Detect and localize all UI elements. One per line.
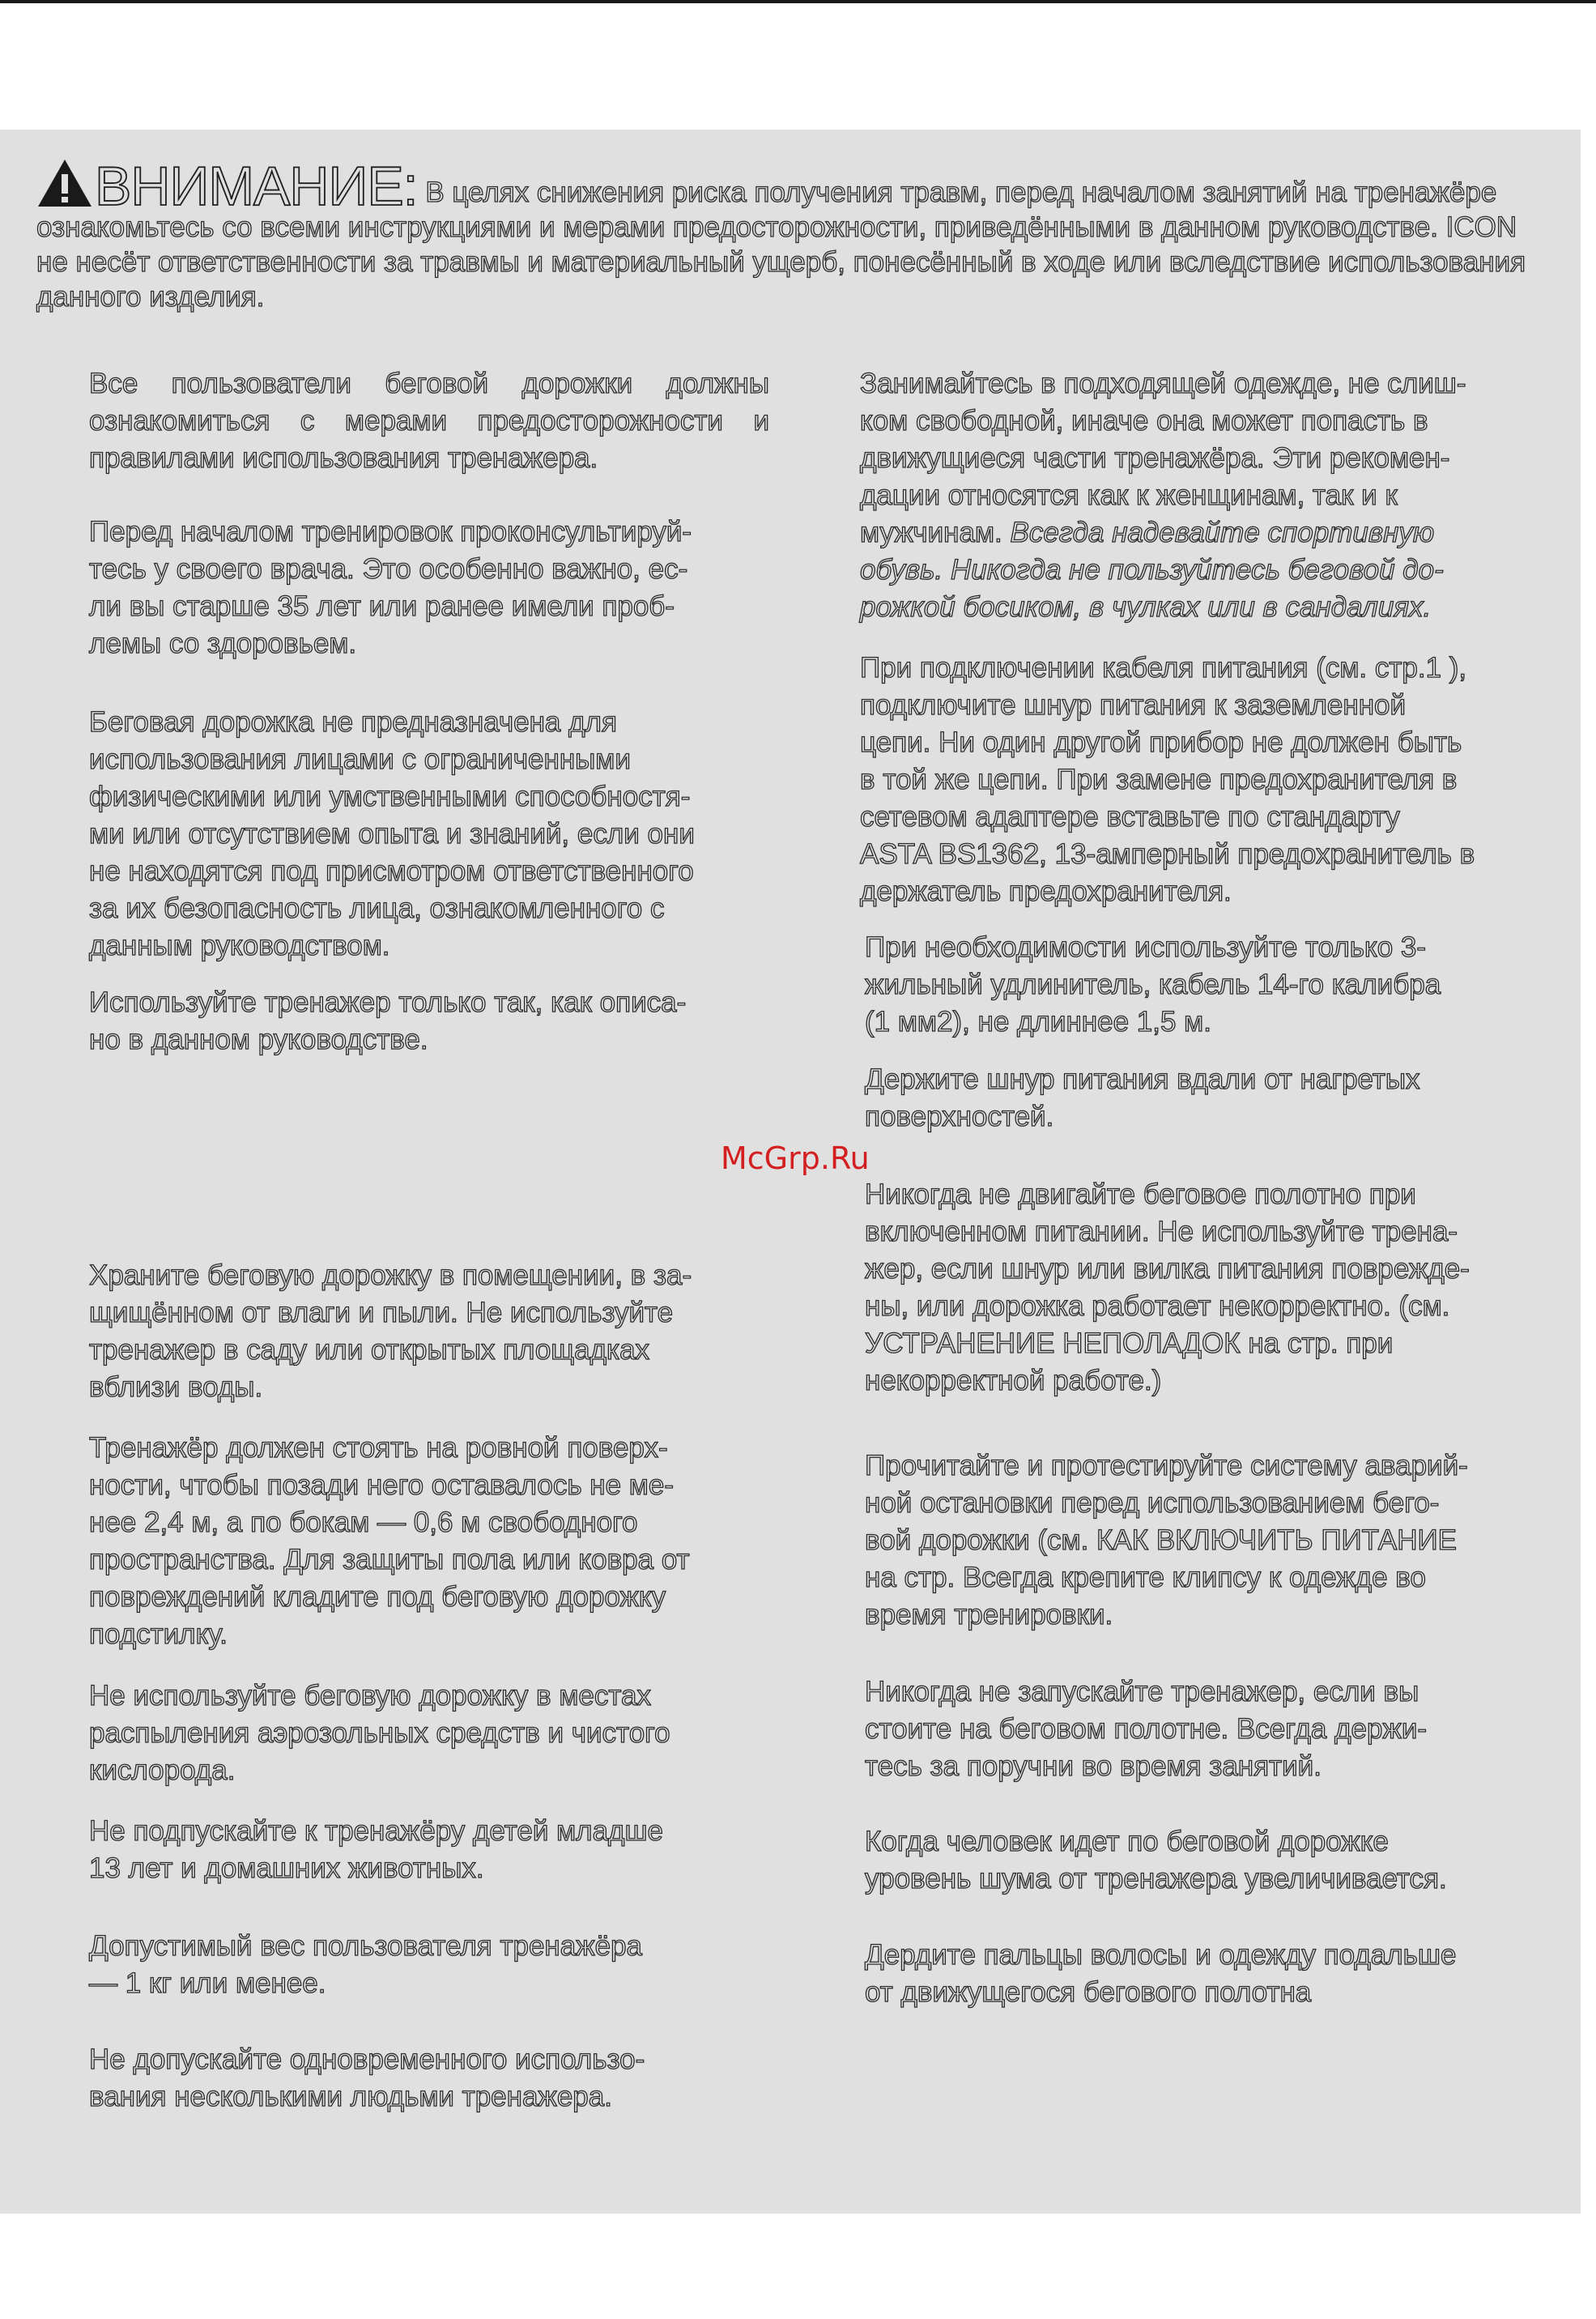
clothing-paragraph [860,365,1548,626]
paragraph: Все пользователи беговой дорожки должны ознакомиться с мерами предосторожности и правилами использования тренажера. [89,368,769,474]
paragraph: Используйте тренажер только так, как описа- но в данном руководстве. [89,987,687,1055]
paragraph: При необходимости используйте только 3- жильный удлинитель, кабель 14-го калибра (1 мм2), не длиннее 1,5 м. [865,931,1441,1038]
paragraph: Прочитайте и протестируйте систему аварий- ной остановки перед использованием бего- вой дорожки (см. КАК ВКЛЮЧИТЬ ПИТАНИЕ на стр. Всегда крепите клипсу к одежде во время тренировки. [865,1450,1468,1631]
paragraph: Не используйте беговую дорожку в местах распыления аэрозольных средств и чистого кислорода. [89,1680,670,1786]
paragraph: Не подпускайте к тренажёру детей младше 13 лет и домашних животных. [89,1815,664,1884]
paragraph: Держите шнур питания вдали от нагретых поверхностей. [865,1064,1420,1132]
paragraph: Не допускайте одновременного использо- вания несколькими людьми тренажера. [89,2044,645,2112]
clothing-italic: Всегда надевайте спортивную обувь. Никогда не пользуйтесь беговой до- рожкой босиком, в чулках или в сандалиях. [860,517,1444,623]
paragraph: Тренажёр должен стоять на ровной поверх- ности, чтобы позади него оставалось не ме- нее 2,4 м, а по бокам — 0,6 м свободного пространства. Для защиты пола или ковра от повреждений кладите под беговую дорожку подстилку. [89,1432,690,1650]
watermark: McGrp.Ru [721,1140,870,1176]
paragraph: Когда человек идет по беговой дорожке уровень шума от тренажера увеличивается. [865,1826,1447,1895]
paragraph: При подключении кабеля питания (см. стр.1 ), подключите шнур питания к заземленной цепи. Ни один другой прибор не должен быть в той же цепи. При замене предохранителя в сетевом адаптере вставьте по стандарту ASTA BS1362, 13-амперный предохранитель в держатель предохранителя. [860,652,1475,907]
warning-text: В целях снижения риска получения травм, перед началом занятий на тренажёре ознакомьтесь со всеми инструкциями и мерами предосторожности, приведёнными в данном руководстве. ICON не несёт ответственности за травмы и материальный ущерб, понесённый в ходе или вследствие использования данного изделия. [36,177,1526,313]
paragraph: Перед началом тренировок проконсультируй- тесь у своего врача. Это особенно важно, ес- ли вы старше 35 лет или ранее имели проб- лемы со здоровьем. [89,516,692,659]
top-rule [0,0,1596,3]
paragraph: Беговая дорожка не предназначена для использования лицами с ограниченными физическими или умственными способностя- ми или отсутствием опыта и знаний, если они не находятся под присмотром ответственного за их безопасность лица, ознакомленного с данным руководством. [89,706,695,961]
warning-title: ВНИМАНИЕ: [95,156,418,217]
warning-triangle-icon [36,158,93,208]
paragraph: Дердите пальцы волосы и одежду подальше от движущегося бегового полотна [865,1939,1457,2008]
warning-block [36,158,1543,314]
paragraph: Допустимый вес пользователя тренажёра — 1 кг или менее. [89,1930,643,1999]
paragraph: Храните беговую дорожку в помещении, в за- щищённом от влаги и пыли. Не используйте тренажер в саду или открытых площадках вблизи воды. [89,1260,692,1403]
paragraph: Никогда не запускайте тренажер, если вы стоите на беговом полотне. Всегда держи- тесь за поручни во время занятий. [865,1676,1428,1782]
clothing-text: Занимайтесь в подходящей одежде, не слиш- ком свободной, иначе она может попасть в движущиеся части тренажёра. Эти рекомен- дации относятся как к женщинам, так и к мужчинам. [860,368,1466,548]
paragraph: Никогда не двигайте беговое полотно при включенном питании. Не используйте трена- жер, если шнур или вилка питания поврежде- ны, или дорожка работает некорректно. (см. УСТРАНЕНИЕ НЕПОЛАДОК на стр. при некорректной работе.) [865,1179,1470,1396]
